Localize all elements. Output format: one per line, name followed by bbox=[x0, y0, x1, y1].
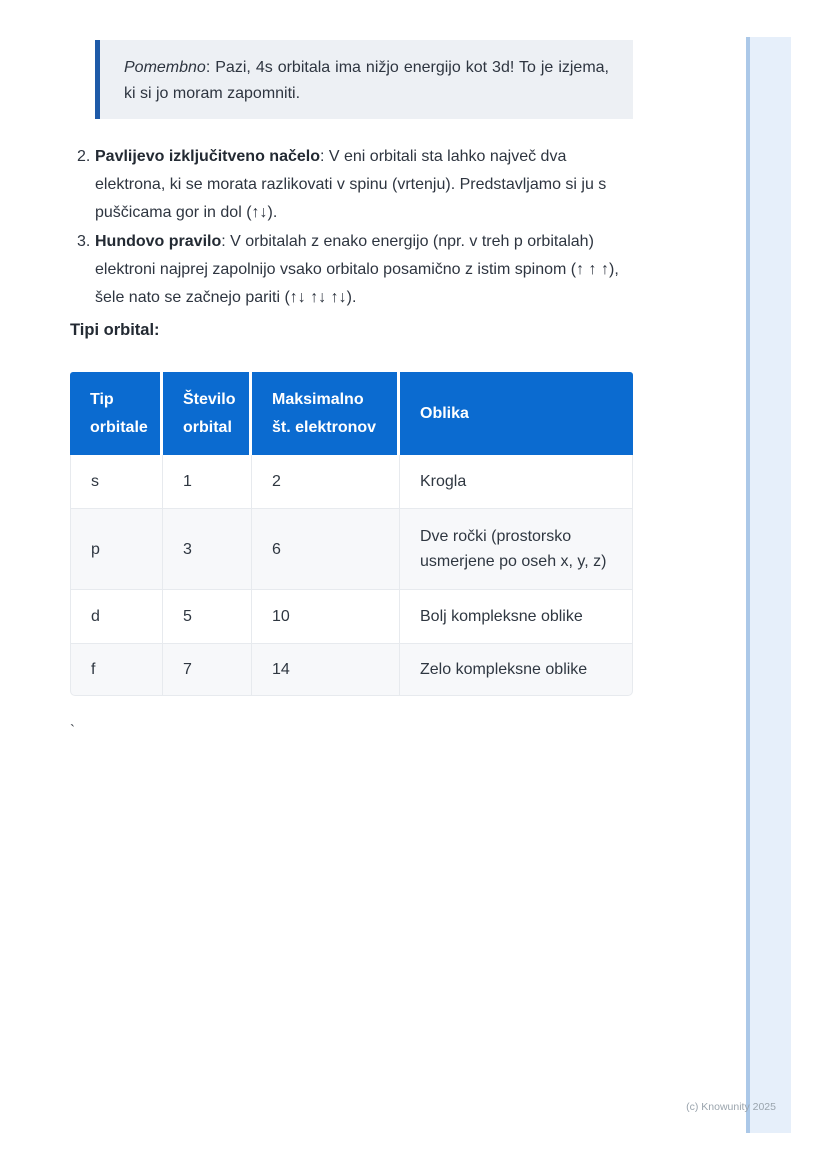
cell-max-electrons: 6 bbox=[252, 509, 400, 590]
cell-type: s bbox=[70, 455, 163, 509]
list-body: : V eni orbitali sta lahko največ dva elektrona, ki se morata razlikovati v spinu (vrtenju). Predstavljamo si ju s puščicama gor in dol (↑↓). bbox=[95, 148, 607, 221]
cell-shape: Krogla bbox=[400, 455, 633, 509]
list-item-pauli bbox=[77, 143, 633, 227]
cell-type: p bbox=[70, 509, 163, 590]
stray-backtick-mark: ` bbox=[70, 722, 75, 739]
list-body: : V orbitalah z enako energijo (npr. v treh p orbitalah) elektroni najprej zapolnijo vsako orbitalo posamično z istim spinom (↑ ↑ ↑), šele nato se začnejo pariti (↑↓ ↑↓ ↑↓). bbox=[95, 233, 619, 306]
list-term: Pavlijevo izključitveno načelo bbox=[95, 148, 320, 165]
table-row bbox=[70, 509, 633, 590]
list-item-text bbox=[95, 228, 633, 312]
column-header-max-elektronov: Maksimalno št. elektronov bbox=[252, 372, 400, 455]
cell-count: 1 bbox=[163, 455, 252, 509]
list-item-hund bbox=[77, 228, 633, 312]
section-heading: Tipi orbital: bbox=[70, 321, 160, 339]
cell-count: 5 bbox=[163, 590, 252, 644]
column-header-stevilo-orbital: Število orbital bbox=[163, 372, 252, 455]
table-row bbox=[70, 644, 633, 696]
important-callout bbox=[95, 40, 633, 119]
callout-text bbox=[124, 55, 609, 107]
cell-count: 3 bbox=[163, 509, 252, 590]
orbital-types-table bbox=[70, 372, 633, 696]
cell-shape: Zelo kompleksne oblike bbox=[400, 644, 633, 696]
cell-max-electrons: 10 bbox=[252, 590, 400, 644]
copyright-footer: (c) Knowunity 2025 bbox=[686, 1101, 776, 1113]
list-number: 2. bbox=[77, 148, 91, 165]
cell-max-electrons: 2 bbox=[252, 455, 400, 509]
cell-type: d bbox=[70, 590, 163, 644]
callout-term: Pomembno bbox=[124, 59, 206, 76]
list-number: 3. bbox=[77, 233, 91, 250]
column-header-tip-orbitale: Tip orbitale bbox=[70, 372, 163, 455]
page-edge-stripe bbox=[746, 37, 791, 1133]
column-header-oblika: Oblika bbox=[400, 372, 633, 455]
cell-count: 7 bbox=[163, 644, 252, 696]
list-item-text bbox=[95, 143, 633, 227]
cell-type: f bbox=[70, 644, 163, 696]
table-row bbox=[70, 590, 633, 644]
cell-max-electrons: 14 bbox=[252, 644, 400, 696]
cell-shape: Bolj kompleksne oblike bbox=[400, 590, 633, 644]
cell-shape: Dve ročki (prostorsko usmerjene po oseh x, y, z) bbox=[400, 509, 633, 590]
table-row bbox=[70, 455, 633, 509]
list-term: Hundovo pravilo bbox=[95, 233, 222, 250]
table-header-row bbox=[70, 372, 633, 455]
callout-body: : Pazi, 4s orbitala ima nižjo energijo kot 3d! To je izjema, ki si jo moram zapomniti. bbox=[124, 59, 609, 102]
